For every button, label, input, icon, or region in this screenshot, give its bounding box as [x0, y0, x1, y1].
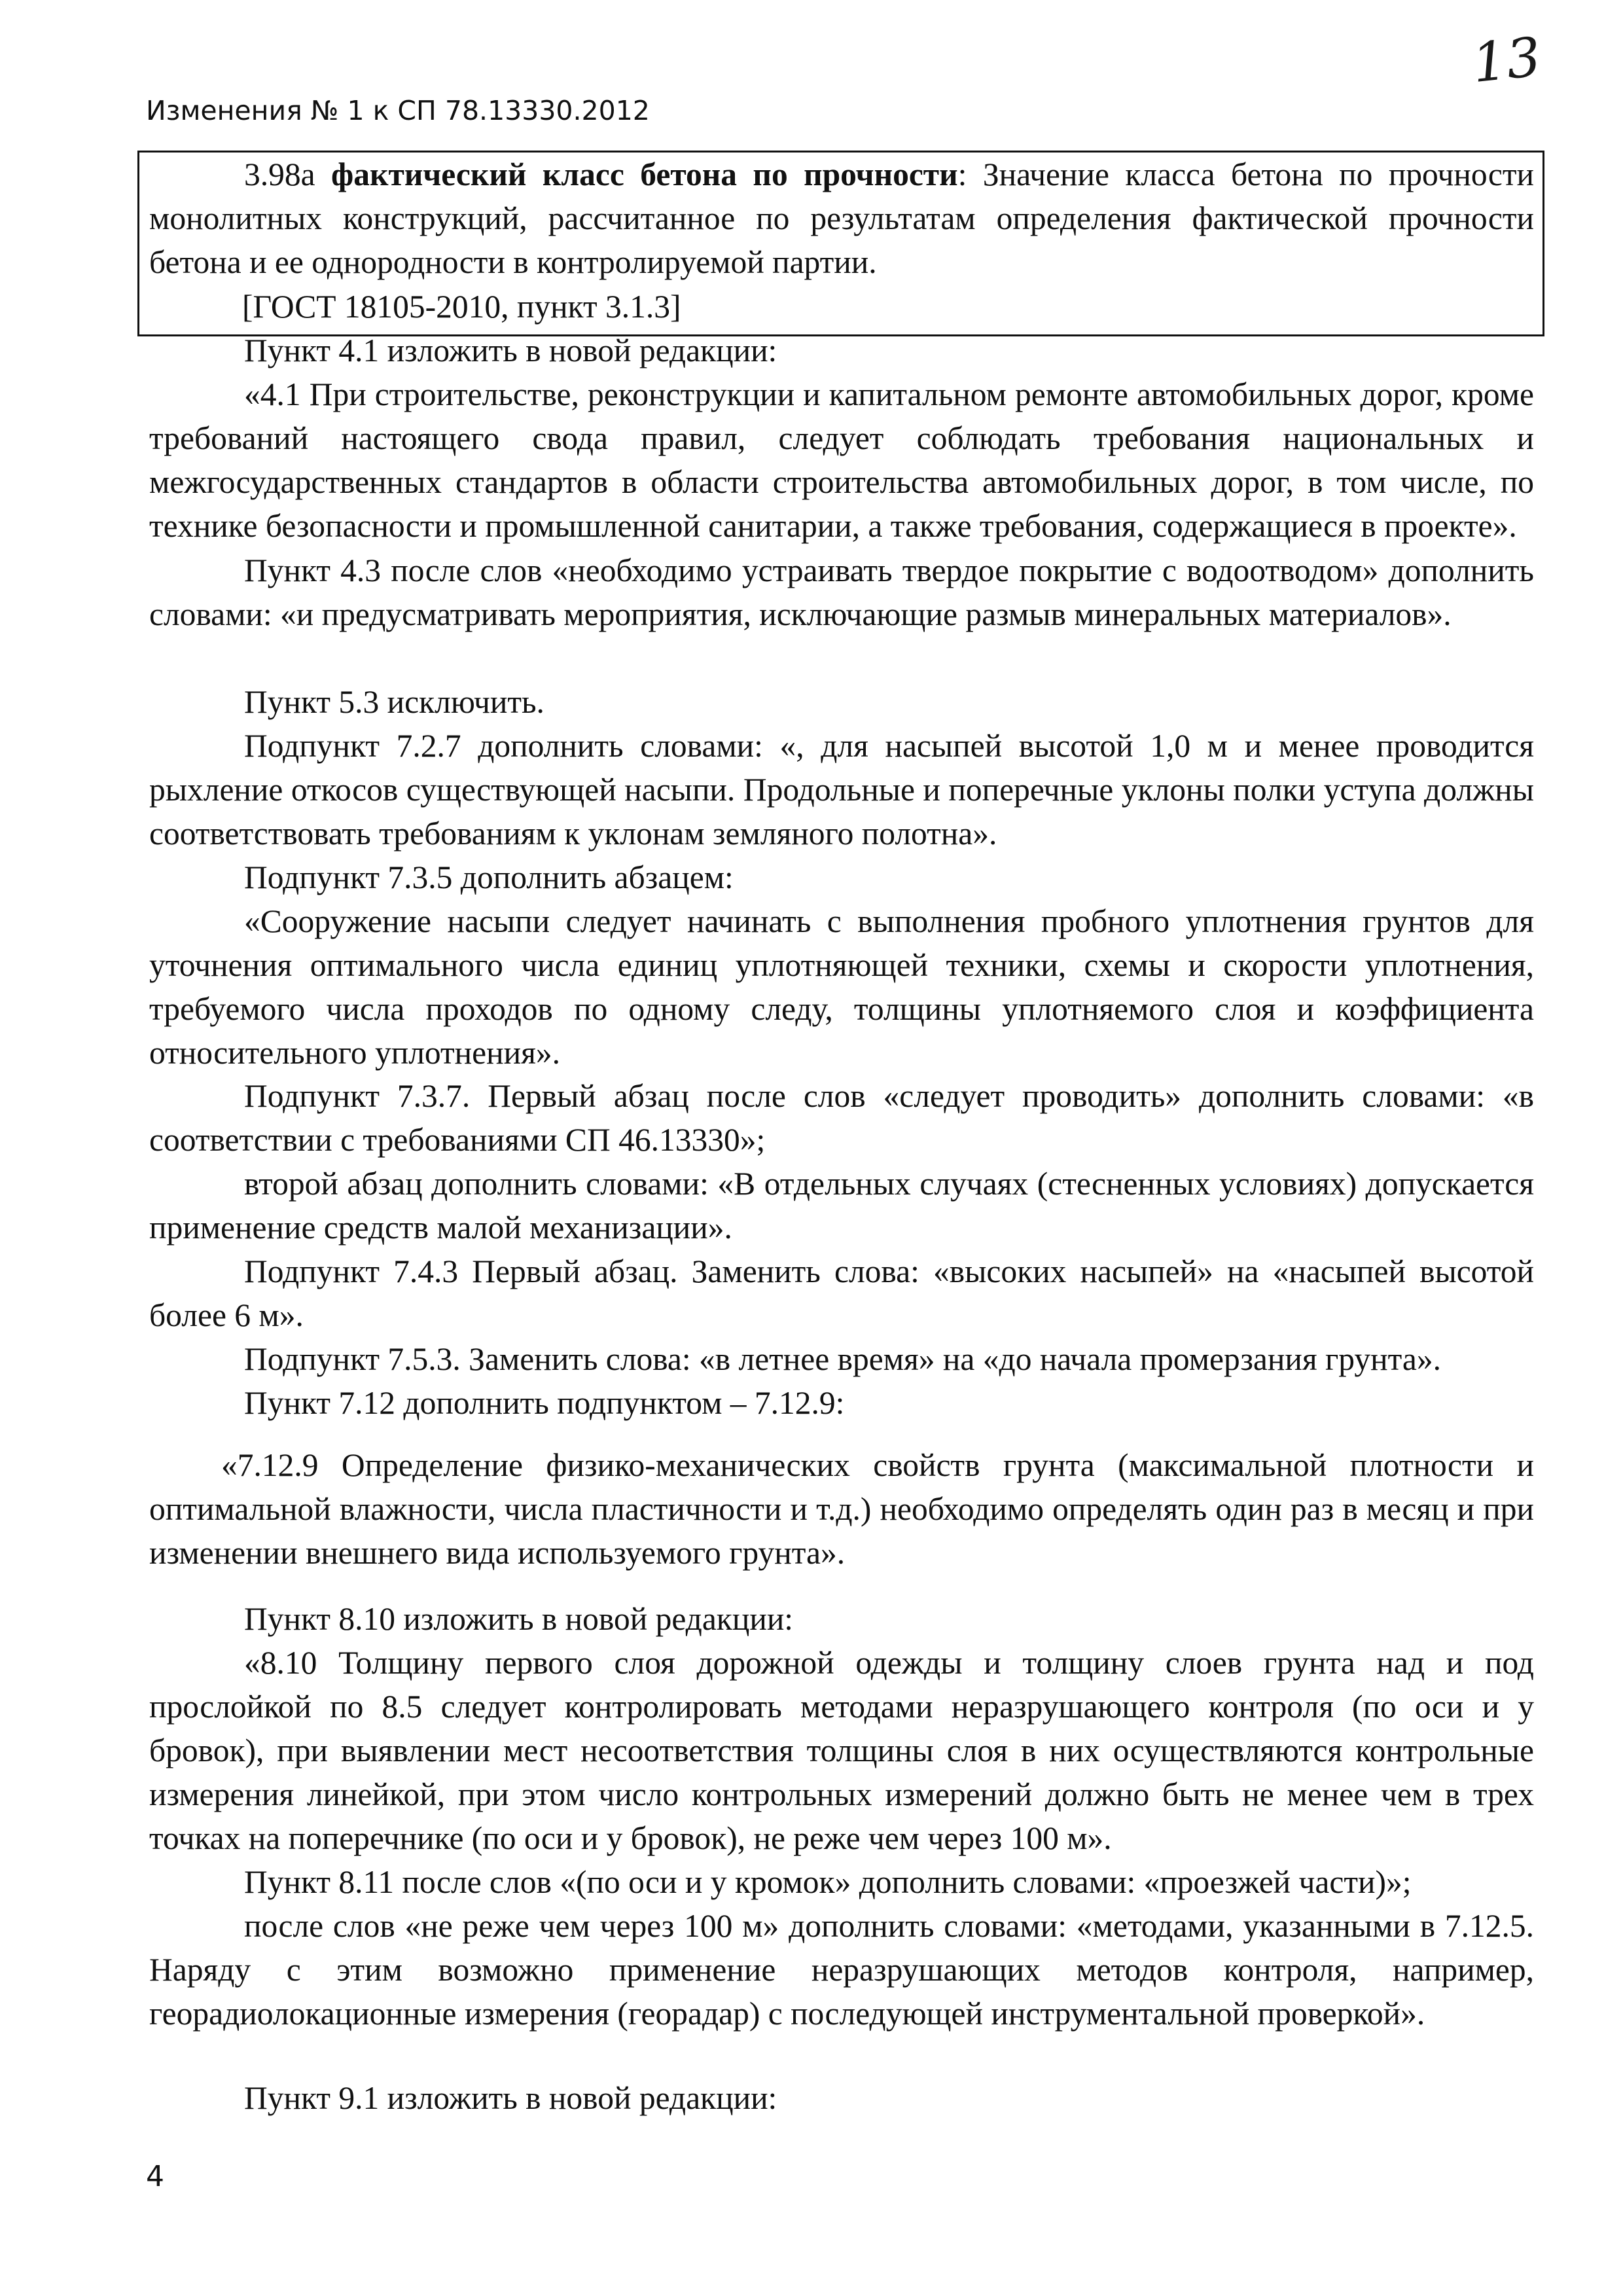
paragraph: Подпункт 7.3.5 дополнить абзацем:: [244, 859, 734, 895]
term-title: фактический класс бетона по прочности: [331, 156, 958, 192]
paragraph: Подпункт 7.4.3 Первый абзац. Заменить слова: «высоких насыпей» на «насыпей высотой более 6 м».: [149, 1253, 1534, 1333]
handwritten-page-mark: 13: [1469, 26, 1544, 96]
paragraph: Пункт 9.1 изложить в новой редакции:: [244, 2080, 777, 2116]
term-definition-text: : Значение класса бетона по прочности монолитных конструкций, рассчитанное по результатам определения фактической прочности бетона и ее однородности в контролируемой партии.: [149, 156, 1534, 280]
page-number: 4: [146, 2160, 164, 2193]
document-header: Изменения № 1 к СП 78.13330.2012: [146, 95, 650, 126]
paragraph: Пункт 5.3 исключить.: [244, 684, 544, 720]
paragraph: «8.10 Толщину первого слоя дорожной одежды и толщину слоев грунта над и под прослойкой по 8.5 следует контролировать методами неразрушающего контроля (по оси и у бровок), при выявлении мест несоответствия толщины слоя в них осуществляются контрольные измерения линейкой, при этом число контрольных измерений должно быть не менее чем в трех точках на поперечнике (по оси и у бровок), не реже чем через 100 м».: [149, 1645, 1534, 1856]
term-definition: [149, 152, 1534, 284]
paragraph: Пункт 4.1 изложить в новой редакции:: [244, 332, 777, 368]
paragraph: второй абзац дополнить словами: «В отдельных случаях (стесненных условиях) допускается применение средств малой механизации».: [149, 1166, 1534, 1246]
term-reference: [ГОСТ 18105-2010, пункт 3.1.3]: [242, 289, 681, 325]
paragraph: Пункт 4.3 после слов «необходимо устраивать твердое покрытие с водоотводом» дополнить словами: «и предусматривать мероприятия, исключающие размыв минеральных материалов».: [149, 552, 1534, 632]
paragraph: Подпункт 7.2.7 дополнить словами: «, для насыпей высотой 1,0 м и менее проводится рыхление откосов существующей насыпи. Продольные и поперечные уклоны полки уступа должны соответствовать требованиям к уклонам земляного полотна».: [149, 728, 1534, 852]
term-number: 3.98а: [244, 156, 332, 192]
paragraph: Пункт 7.12 дополнить подпунктом – 7.12.9:: [244, 1385, 845, 1421]
paragraph-quote: «7.12.9 Определение физико-механических свойств грунта (максимальной плотности и оптимальной влажности, числа пластичности и т.д.) необходимо определять один раз в месяц и при изменении внешнего вида используемого грунта».: [149, 1447, 1534, 1571]
paragraph: «4.1 При строительстве, реконструкции и капитальном ремонте автомобильных дорог, кроме требований настоящего свода правил, следует соблюдать требования национальных и межгосударственных стандартов в области строительства автомобильных дорог, в том числе, по технике безопасности и промышленной санитарии, а также требования, содержащиеся в проекте».: [149, 376, 1534, 544]
paragraph: Пункт 8.10 изложить в новой редакции:: [244, 1601, 794, 1637]
paragraph: после слов «не реже чем через 100 м» дополнить словами: «методами, указанными в 7.12.5. Наряду с этим возможно применение неразрушающих методов контроля, например, георадиолокационные измерения (георадар) с последующей инструментальной проверкой».: [149, 1908, 1534, 2032]
paragraph: Подпункт 7.5.3. Заменить слова: «в летнее время» на «до начала промерзания грунта».: [244, 1341, 1441, 1377]
paragraph: «Сооружение насыпи следует начинать с выполнения пробного уплотнения грунтов для уточнения оптимального числа единиц уплотняющей техники, схемы и скорости уплотнения, требуемого числа проходов по одному следу, толщины уплотняемого слоя и коэффициента относительного уплотнения».: [149, 903, 1534, 1071]
paragraph: Подпункт 7.3.7. Первый абзац после слов «следует проводить» дополнить словами: «в соответствии с требованиями СП 46.13330»;: [149, 1078, 1534, 1158]
paragraph: Пункт 8.11 после слов «(по оси и у кромок» дополнить словами: «проезжей части)»;: [244, 1864, 1412, 1900]
